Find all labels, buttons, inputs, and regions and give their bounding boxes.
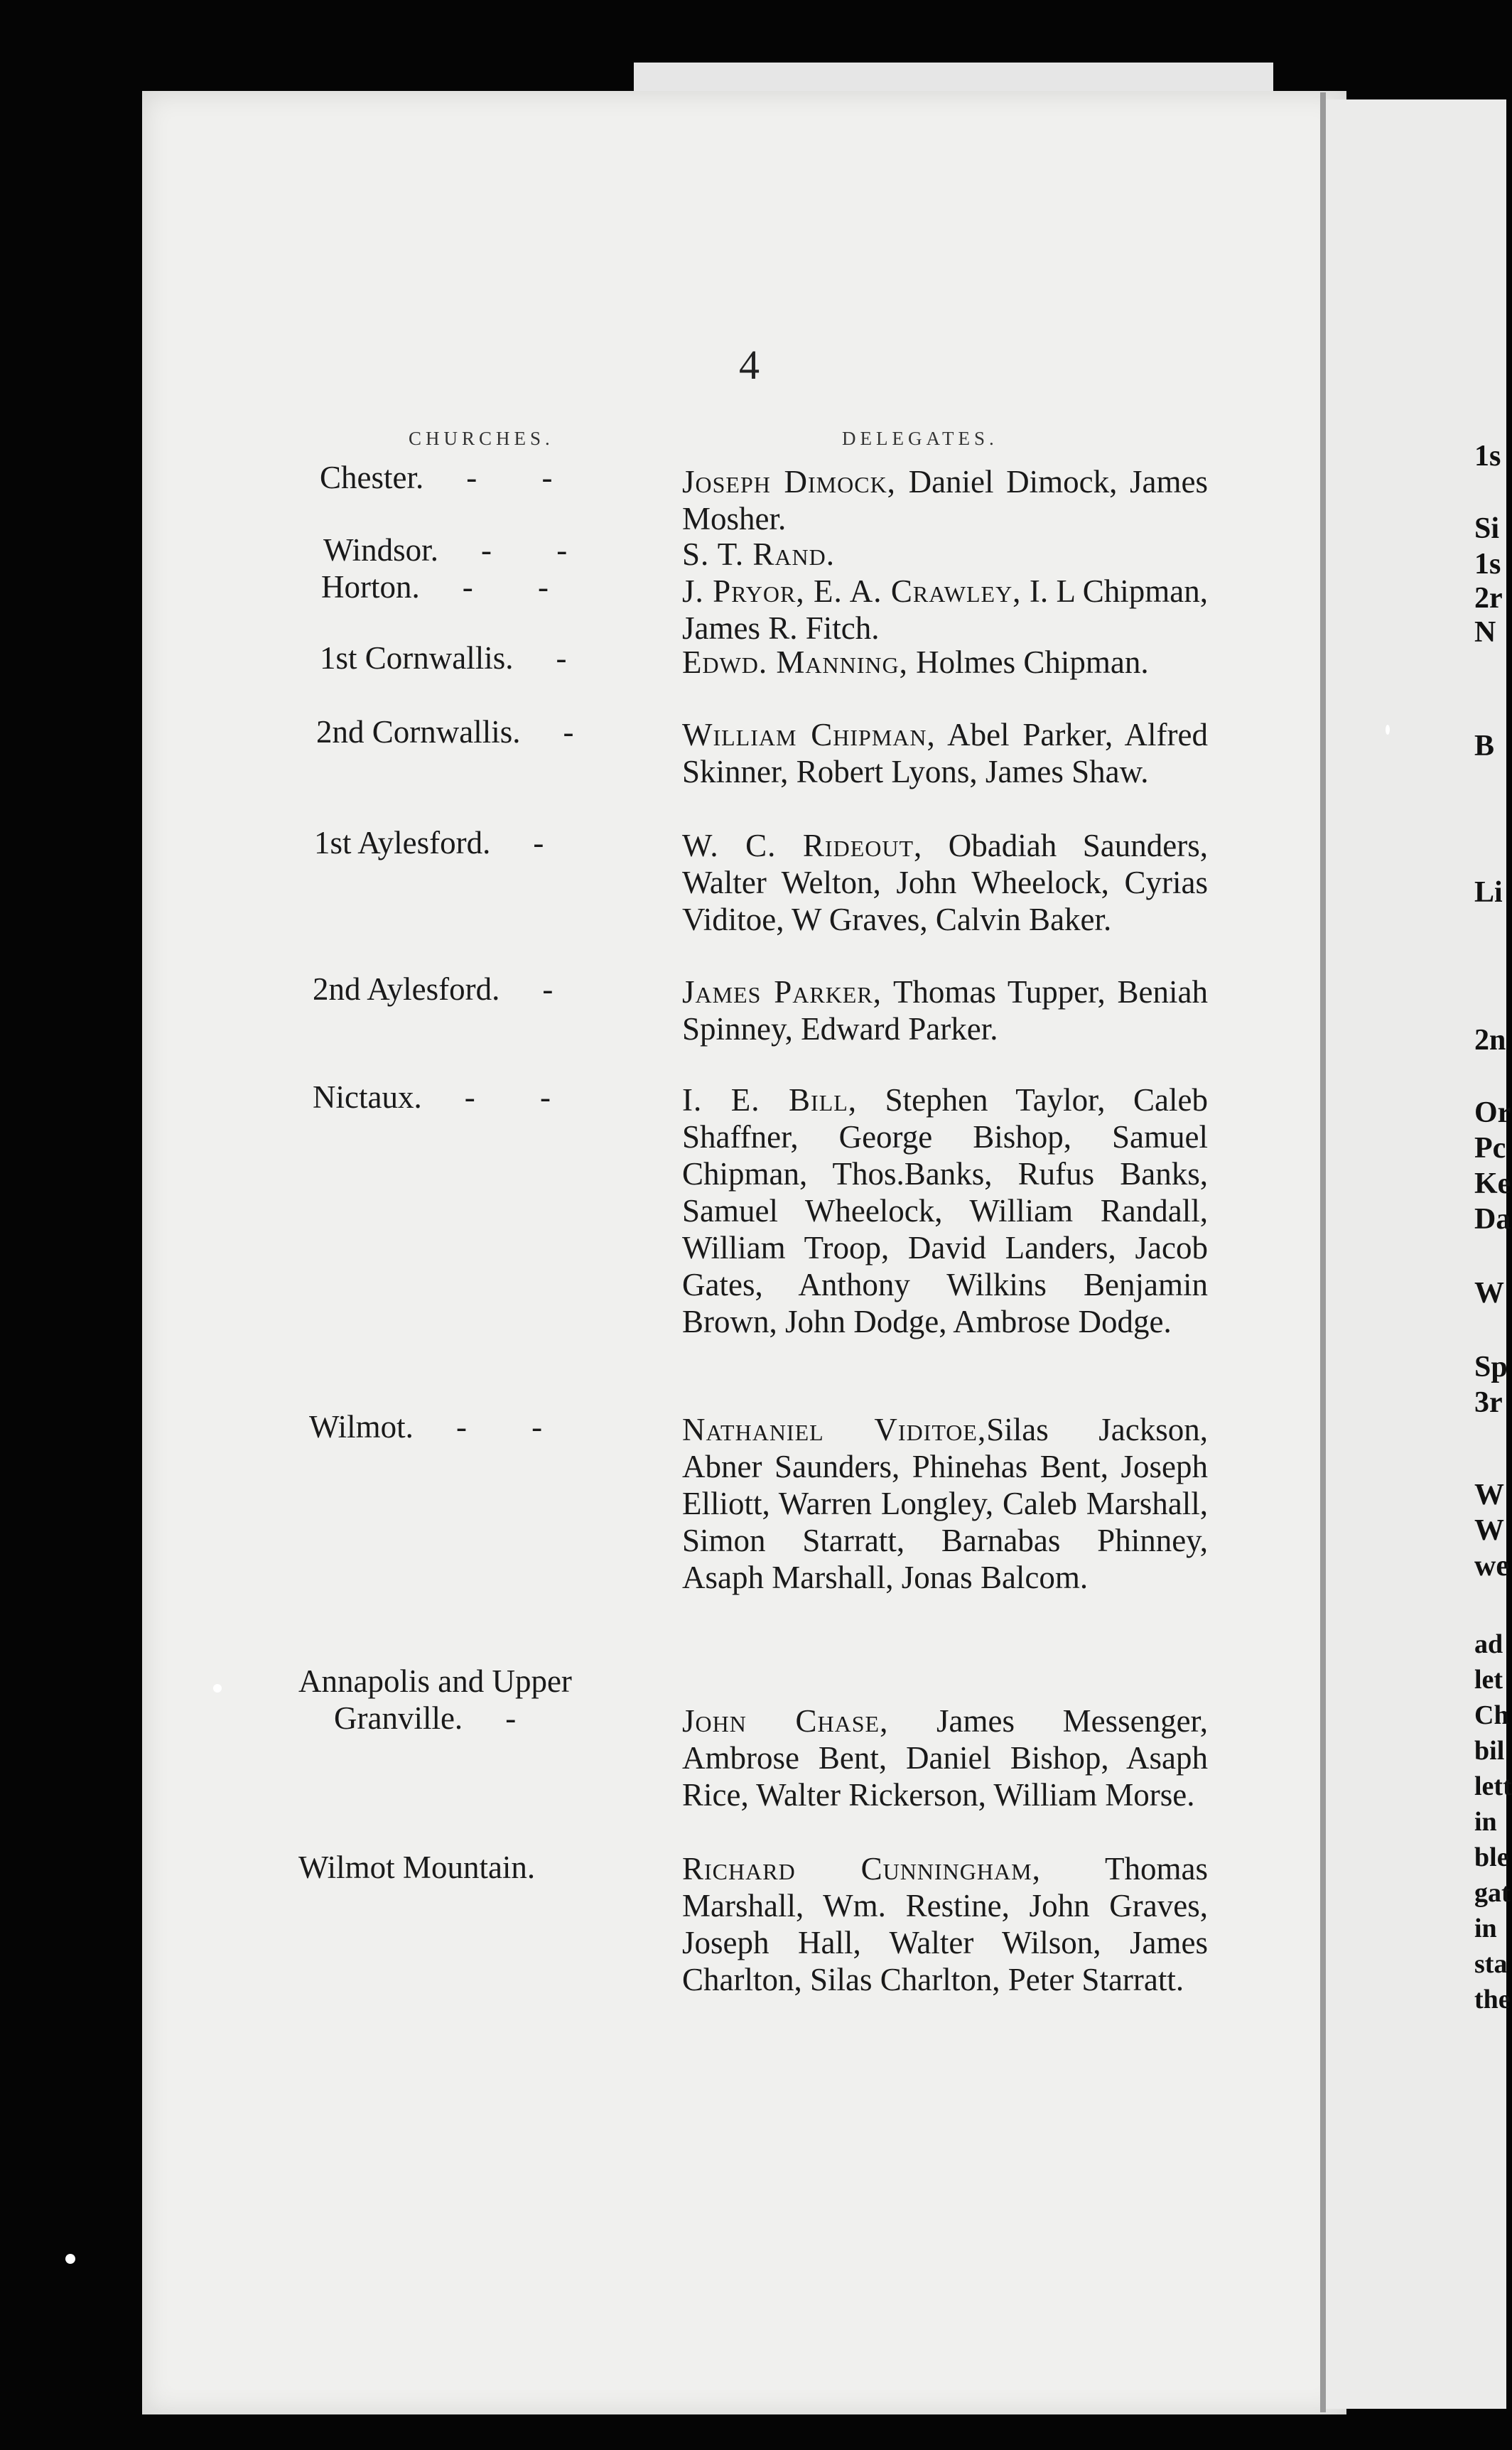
- facing-page-fragment: ad: [1474, 1629, 1503, 1659]
- facing-page-fragment: Pc: [1474, 1132, 1506, 1165]
- church-name: 1st Cornwallis. -: [320, 640, 595, 676]
- church-name: Chester. - -: [320, 460, 581, 495]
- scan-speck: [65, 2254, 75, 2264]
- scan-speck: [1386, 725, 1390, 735]
- facing-page-fragment: Li: [1474, 876, 1503, 909]
- church-name: 2nd Cornwallis. -: [316, 714, 603, 750]
- church-name-continued: Granville. -: [334, 1700, 545, 1736]
- facing-page-fragment: 2n: [1474, 1024, 1506, 1057]
- facing-page-fragment: 1s: [1474, 548, 1501, 581]
- delegates-header: DELEGATES.: [842, 428, 998, 449]
- delegates-list: Nathaniel Viditoe,Silas Jackson, Abner Saunders, Phinehas Bent, Joseph Elliott, Warren Longley, Caleb Marshall, Simon Starratt, Barnabas Phinney, Asaph Marshall, Jonas Balcom.: [682, 1412, 1208, 1595]
- facing-page-fragment: in: [1474, 1807, 1497, 1837]
- facing-page-fragment: gat: [1474, 1878, 1511, 1908]
- church-name: Horton. - -: [321, 569, 577, 605]
- delegates-list: S. T. Rand.: [682, 536, 835, 572]
- facing-page-fragment: 2r: [1474, 582, 1503, 615]
- churches-header: CHURCHES.: [409, 428, 554, 449]
- facing-page-fragment: we: [1474, 1550, 1509, 1582]
- facing-page-fragment: bil: [1474, 1736, 1505, 1766]
- facing-page-fragment: Si: [1474, 512, 1500, 545]
- delegates-list: John Chase, James Messenger, Ambrose Bent, Daniel Bishop, Asaph Rice, Walter Rickerson, William Morse.: [682, 1703, 1208, 1813]
- scan-speck: [213, 1684, 222, 1693]
- church-name: 2nd Aylesford. -: [313, 971, 582, 1007]
- facing-page-fragment: Ch: [1474, 1700, 1509, 1730]
- facing-page-fragment: Da: [1474, 1203, 1511, 1236]
- facing-page-fragment: W: [1474, 1277, 1504, 1310]
- facing-page-fragment: in: [1474, 1914, 1497, 1943]
- church-name: 1st Aylesford. -: [314, 825, 573, 860]
- facing-page-fragment: Or: [1474, 1096, 1511, 1129]
- facing-page-fragment: Sp: [1474, 1351, 1508, 1383]
- church-name: Annapolis and Upper: [298, 1663, 572, 1699]
- delegates-list: I. E. Bill, Stephen Taylor, Caleb Shaffner, George Bishop, Samuel Chipman, Thos.Banks, Rufus Banks, Samuel Wheelock, William Randall, William Troop, David Landers, Jacob Gates, Anthony Wilkins Benjamin Brown, John Dodge, Ambrose Dodge.: [682, 1082, 1208, 1339]
- church-name: Nictaux. - -: [313, 1079, 579, 1115]
- facing-page-fragment: 3r: [1474, 1386, 1503, 1419]
- facing-page-fragment: 1s: [1474, 440, 1501, 473]
- facing-page-fragment: let: [1474, 1665, 1503, 1695]
- facing-page-fragment: W: [1474, 1514, 1504, 1547]
- facing-page-fragment: the: [1474, 1985, 1511, 2014]
- delegates-list: W. C. Rideout, Obadiah Saunders, Walter Welton, John Wheelock, Cyrias Viditoe, W Graves, Calvin Baker.: [682, 828, 1208, 937]
- church-name: Wilmot Mountain.: [298, 1850, 536, 1885]
- delegates-list: Richard Cunningham, Thomas Marshall, Wm. Restine, John Graves, Joseph Hall, Walter Wilson, James Charlton, Silas Charlton, Peter Starratt.: [682, 1851, 1208, 1997]
- facing-page-fragment: B: [1474, 730, 1495, 762]
- delegates-list: William Chipman, Abel Parker, Alfred Skinner, Robert Lyons, James Shaw.: [682, 717, 1208, 789]
- facing-page-fragment: ble: [1474, 1842, 1509, 1872]
- facing-page-fragment: N: [1474, 616, 1496, 649]
- delegates-list: Edwd. Manning, Holmes Chipman.: [682, 644, 1149, 680]
- facing-page-fragment: Ke: [1474, 1167, 1511, 1200]
- facing-page-fragment: W: [1474, 1479, 1504, 1511]
- church-name: Wilmot. - -: [309, 1409, 571, 1445]
- delegates-list: James Parker, Thomas Tupper, Beniah Spinney, Edward Parker.: [682, 974, 1208, 1047]
- facing-page-fragment: sta: [1474, 1949, 1508, 1979]
- delegates-list: Joseph Dimock, Daniel Dimock, James Mosher.: [682, 464, 1208, 536]
- page-number: 4: [739, 342, 760, 388]
- church-name: Windsor. - -: [323, 532, 596, 568]
- page-fold: [1320, 92, 1326, 2412]
- delegates-list: J. Pryor, E. A. Crawley, I. L Chipman, James R. Fitch.: [682, 573, 1208, 646]
- facing-page-fragment: lett: [1474, 1771, 1512, 1801]
